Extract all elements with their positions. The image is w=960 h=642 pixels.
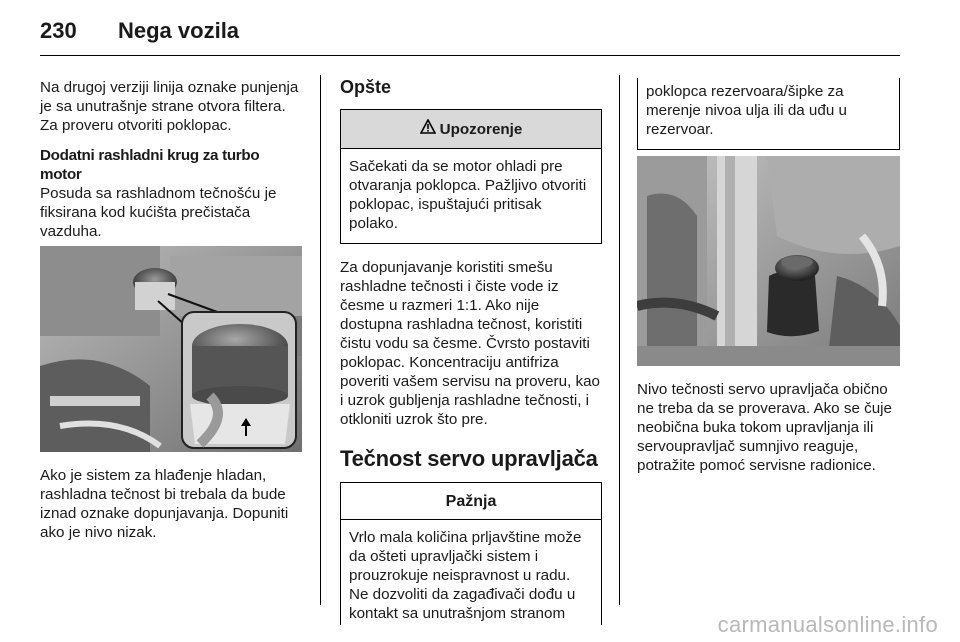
page-header [40, 18, 900, 58]
caution-box-continued [637, 78, 900, 150]
col3-paragraph-1: Nivo tečnosti servo upravljača obično ne treba da se proverava. Ako se čuje neobična buka tokom upravljanja ili servoupravljač sumnjivo reaguje, potražite pomoć servisne radionice. [637, 381, 892, 474]
col1-paragraph-2: Posuda sa rashladnom tečnošću je fiksirana kod kućišta prečistača vazduha. [40, 185, 277, 240]
coolant-reservoir-photo [40, 246, 302, 452]
column-1-lower [40, 466, 302, 542]
warning-triangle-icon [420, 119, 436, 139]
warning-header [341, 110, 601, 149]
col1-paragraph-3: Ako je sistem za hlađenje hladan, rashladna tečnost bi trebala da bude iznad oznake dopunjavanja. Dopuniti ako je nivo nizak. [40, 467, 289, 541]
col2-paragraph-1: Za dopunjavanje koristiti smešu rashladne tečnosti i čiste vode iz česme u razmeri 1:1. Ako nije dostupna rashladna tečnost, koristiti čistu vodu sa česme. Čvrsto postaviti poklopac. Koncentraciju antifriza poveriti vašem servisu na proveru, kao i uzrok gubljenja rashladne tečnosti, i otkloniti uzrok što pre. [340, 259, 600, 428]
power-steering-reservoir-photo [637, 156, 900, 366]
chapter-title: Nega vozila [118, 18, 240, 43]
caution-body-continued: poklopca rezervoara/šipke za merenje nivoa ulja ili da uđu u rezervoar. [646, 83, 847, 138]
caution-box [340, 482, 602, 625]
column-2 [340, 78, 602, 625]
col1-subheading: Dodatni rashladni krug za turbo motor [40, 147, 260, 183]
column-3 [637, 78, 900, 150]
column-3-lower [637, 380, 900, 475]
caution-body: Vrlo mala količina prljavštine može da ošteti upravljački sistem i prouzrokuje neispravnost u radu. Ne dozvoliti da zagađivači dođu u kontakt sa unutrašnjom stranom [349, 529, 582, 622]
warning-box [340, 109, 602, 244]
column-divider-right [619, 75, 620, 605]
col1-paragraph-1: Na drugoj verziji linija oznake punjenja je sa unutrašnje strane otvora filtera. Za proveru otvoriti poklopac. [40, 79, 299, 134]
caution-title: Pažnja [341, 483, 601, 520]
warning-title: Upozorenje [439, 120, 523, 138]
column-1 [40, 78, 302, 241]
watermark: carmanualsonline.info [717, 612, 938, 637]
column-divider-left [320, 75, 321, 605]
header-rule [40, 55, 900, 56]
warning-body: Sačekati da se motor ohladi pre otvaranja poklopca. Pažljivo otvoriti poklopac, ispuštajući pritisak polako. [349, 158, 587, 232]
section-title-general: Opšte [340, 77, 392, 97]
section-heading-power-steering: Tečnost servo upravljača [340, 446, 598, 471]
page-number: 230 [40, 18, 77, 43]
